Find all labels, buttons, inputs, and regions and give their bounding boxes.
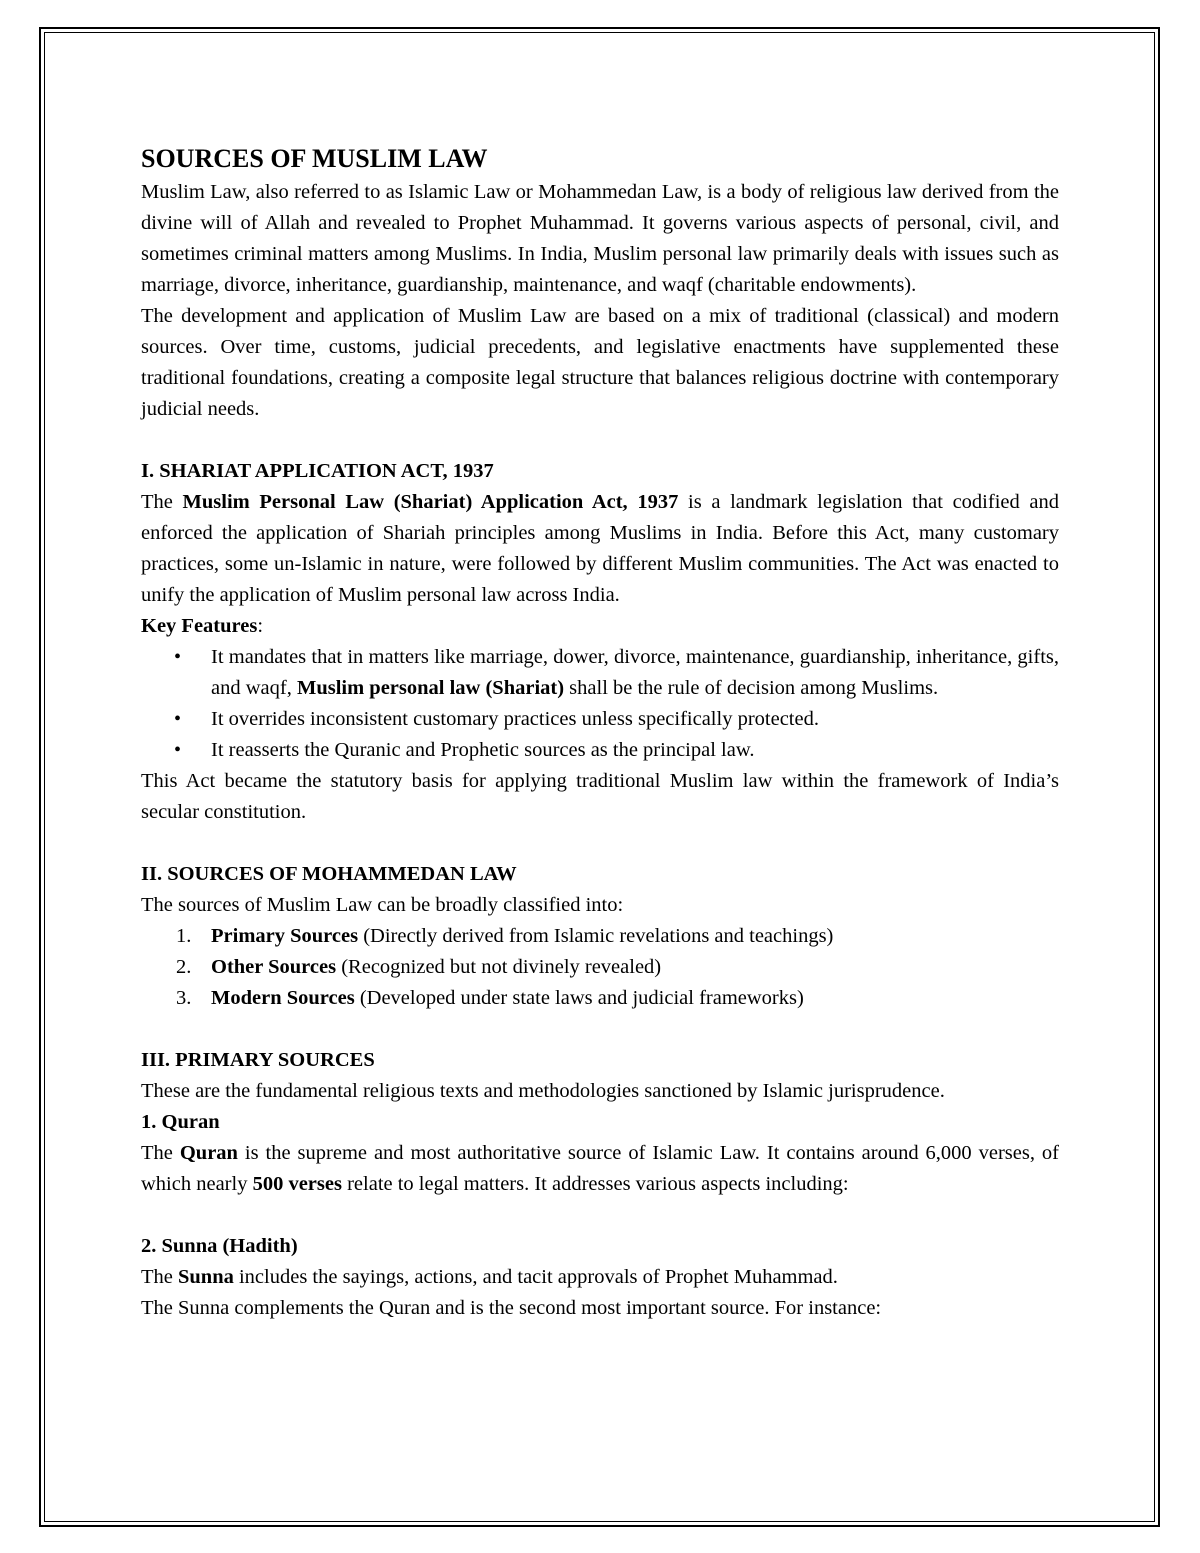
spacer — [141, 1014, 1059, 1045]
sunna-heading: 2. Sunna (Hadith) — [141, 1235, 298, 1257]
sunna-paragraph-1: The Sunna includes the sayings, actions, and tacit approvals of Prophet Muhammad. — [141, 1266, 838, 1288]
section-1-closing: This Act became the statutory basis for applying traditional Muslim law within the framework of India’s secular constitution. — [141, 770, 1059, 823]
document-body — [141, 141, 1059, 1324]
key-features-label: Key Features: — [141, 615, 264, 637]
section-3-heading: III. PRIMARY SOURCES — [141, 1049, 375, 1071]
sources-list — [141, 921, 1059, 1014]
spacer — [141, 1200, 1059, 1231]
document-title: SOURCES OF MUSLIM LAW — [141, 144, 488, 173]
section-1-heading: I. SHARIAT APPLICATION ACT, 1937 — [141, 460, 494, 482]
quran-paragraph: The Quran is the supreme and most authoritative source of Islamic Law. It contains around 6,000 verses, of which nearly 500 verses relate to legal matters. It addresses various aspects including: — [141, 1142, 1059, 1195]
section-1-paragraph: The Muslim Personal Law (Shariat) Application Act, 1937 is a landmark legislation that codified and enforced the application of Shariah principles among Muslims in India. Before this Act, many customary practices, some un-Islamic in nature, were followed by different Muslim communities. The Act was enacted to unify the application of Muslim personal law across India. — [141, 491, 1059, 606]
list-item: • It reasserts the Quranic and Prophetic sources as the principal law. — [211, 735, 1059, 766]
section-2-intro: The sources of Muslim Law can be broadly classified into: — [141, 894, 624, 916]
key-features-list — [141, 642, 1059, 766]
list-item: • It overrides inconsistent customary practices unless specifically protected. — [211, 704, 1059, 735]
spacer — [141, 425, 1059, 456]
intro-paragraph-1: Muslim Law, also referred to as Islamic Law or Mohammedan Law, is a body of religious law derived from the divine will of Allah and revealed to Prophet Muhammad. It governs various aspects of personal, civil, and sometimes criminal matters among Muslims. In India, Muslim personal law primarily deals with issues such as marriage, divorce, inheritance, guardianship, maintenance, and waqf (charitable endowments). — [141, 181, 1059, 296]
section-2-heading: II. SOURCES OF MOHAMMEDAN LAW — [141, 863, 517, 885]
intro-paragraph-2: The development and application of Muslim Law are based on a mix of traditional (classical) and modern sources. Over time, customs, judicial precedents, and legislative enactments have supplemented these traditional foundations, creating a composite legal structure that balances religious doctrine with contemporary judicial needs. — [141, 305, 1059, 420]
list-item: 3. Modern Sources (Developed under state laws and judicial frameworks) — [176, 987, 804, 1009]
sunna-paragraph-2: The Sunna complements the Quran and is the second most important source. For instance: — [141, 1297, 882, 1319]
list-item: 2. Other Sources (Recognized but not divinely revealed) — [176, 956, 662, 978]
list-item: • It mandates that in matters like marriage, dower, divorce, maintenance, guardianship, inheritance, gifts, and waqf, Muslim personal law (Shariat) shall be the rule of decision among Muslims. — [211, 642, 1059, 704]
list-item: 1. Primary Sources (Directly derived from Islamic revelations and teachings) — [176, 925, 834, 947]
spacer — [141, 828, 1059, 859]
section-3-intro: These are the fundamental religious texts and methodologies sanctioned by Islamic jurisprudence. — [141, 1080, 945, 1102]
quran-heading: 1. Quran — [141, 1111, 220, 1133]
